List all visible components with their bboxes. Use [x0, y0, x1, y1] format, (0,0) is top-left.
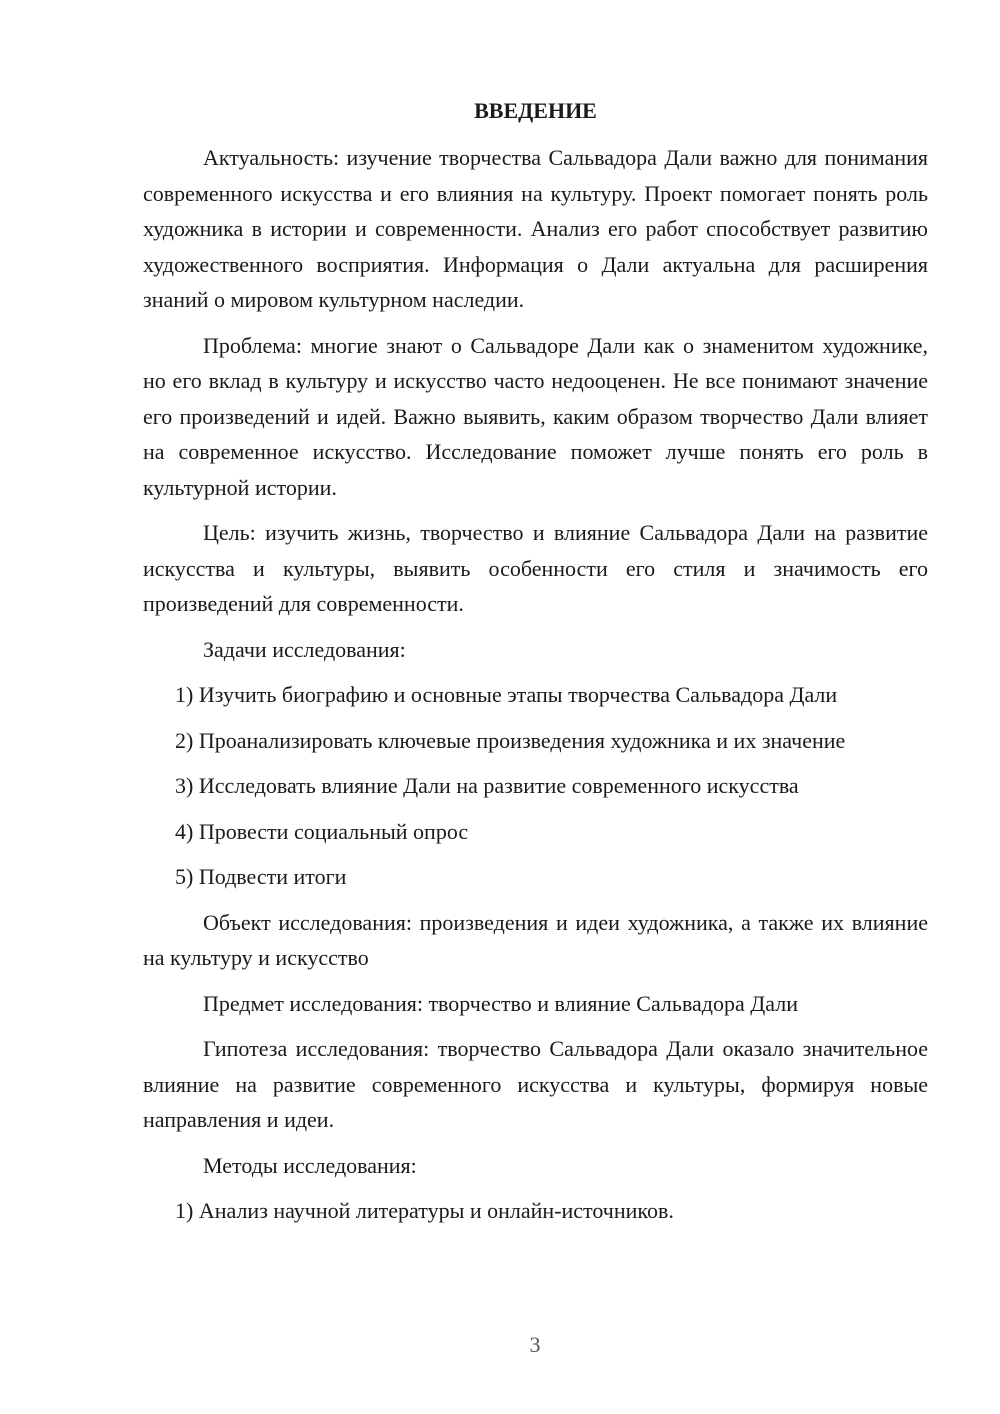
task-item: 3) Исследовать влияние Дали на развитие современного искусства	[175, 773, 799, 798]
task-item: 1) Изучить биографию и основные этапы творчества Сальвадора Дали	[175, 682, 838, 707]
methods-title: Методы исследования:	[203, 1152, 417, 1178]
problem-paragraph: Проблема: многие знают о Сальвадоре Дали как о знаменитом художнике, но его вклад в культуру и искусство часто недооценен. Не все понимают значение его произведений и идей. Важно выявить, каким образом творчество Дали влияет на современное искусство. Исследование поможет лучше понять его роль в культурной истории.	[143, 332, 928, 500]
page-content	[143, 94, 928, 1239]
method-item: 1) Анализ научной литературы и онлайн-источников.	[175, 1198, 674, 1223]
relevance-paragraph: Актуальность: изучение творчества Сальвадора Дали важно для понимания современного искусства и его влияния на культуру. Проект помогает понять роль художника в истории и современности. Анализ его работ способствует развитию художественного восприятия. Информация о Дали актуальна для расширения знаний о мировом культурном наследии.	[143, 145, 928, 312]
task-item: 5) Подвести итоги	[175, 864, 347, 889]
tasks-title: Задачи исследования:	[203, 636, 406, 662]
hypothesis-paragraph: Гипотеза исследования: творчество Сальвадора Дали оказало значительное влияние на развитие современного искусства и культуры, формируя новые направления и идеи.	[143, 1036, 928, 1132]
subject-paragraph: Предмет исследования: творчество и влияние Сальвадора Дали	[203, 990, 798, 1016]
page-title: ВВЕДЕНИЕ	[474, 98, 597, 123]
page-number: 3	[529, 1332, 541, 1357]
task-item: 4) Провести социальный опрос	[175, 818, 469, 844]
goal-paragraph: Цель: изучить жизнь, творчество и влияние Сальвадора Дали на развитие искусства и культуры, выявить особенности его стиля и значимость его произведений для современности.	[143, 520, 928, 616]
object-paragraph: Объект исследования: произведения и идеи художника, а также их влияние на культуру и искусство	[143, 909, 928, 970]
task-item: 2) Проанализировать ключевые произведения художника и их значение	[175, 727, 846, 753]
